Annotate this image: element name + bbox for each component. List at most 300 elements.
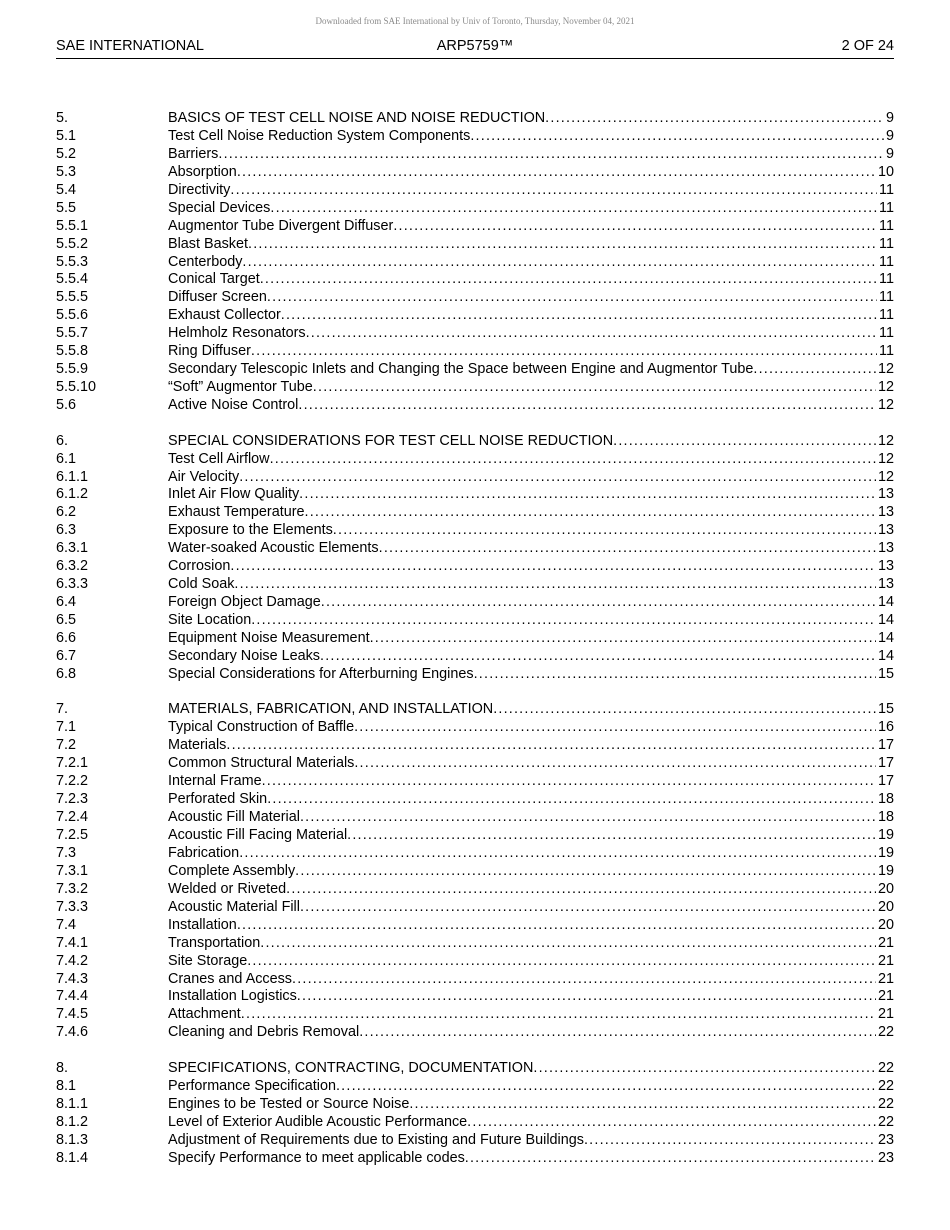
toc-entry-title: Installation Logistics	[168, 988, 297, 1005]
toc-entry-page: 17	[877, 737, 894, 754]
toc-entry-number: 5.1	[56, 127, 77, 144]
toc-entry-line	[168, 486, 894, 504]
toc-entry-page: 13	[877, 522, 894, 539]
toc-entry-number: 7.4.5	[56, 1006, 89, 1023]
toc-entry[interactable]	[56, 218, 894, 236]
toc-entry[interactable]	[56, 1060, 894, 1078]
toc-entry-page: 9	[885, 127, 894, 144]
toc-entry-number: 5.3	[56, 163, 77, 180]
toc-section	[56, 1060, 894, 1168]
toc-entry-title: Equipment Noise Measurement	[168, 629, 370, 646]
toc-entry-title: Special Considerations for Afterburning Engines	[168, 665, 474, 682]
toc-entry-page: 18	[877, 791, 894, 808]
toc-entry-line	[168, 361, 894, 379]
toc-entry-title: SPECIFICATIONS, CONTRACTING, DOCUMENTATION	[168, 1059, 534, 1076]
toc-entry-page: 20	[877, 898, 894, 915]
toc-entry-title: Foreign Object Damage	[168, 594, 321, 611]
toc-entry-page: 21	[877, 988, 894, 1005]
toc-dot-leader	[393, 218, 877, 236]
toc-entry-title: Typical Construction of Baffle	[168, 719, 355, 736]
toc-entry[interactable]	[56, 648, 894, 666]
toc-dot-leader	[239, 845, 876, 863]
toc-dot-leader	[241, 1006, 876, 1024]
toc-entry-title: Secondary Telescopic Inlets and Changing the Space between Engine and Augmentor Tube	[168, 361, 754, 378]
toc-entry-title: Test Cell Noise Reduction System Components	[168, 127, 471, 144]
toc-entry[interactable]	[56, 881, 894, 899]
toc-entry-number: 6.2	[56, 504, 77, 521]
toc-entry[interactable]	[56, 1132, 894, 1150]
toc-entry[interactable]	[56, 863, 894, 881]
toc-entry-title: Test Cell Airflow	[168, 450, 270, 467]
toc-dot-leader	[298, 397, 876, 415]
toc-entry-line	[168, 1096, 894, 1114]
toc-entry-page: 21	[877, 970, 894, 987]
toc-entry[interactable]	[56, 971, 894, 989]
toc-entry[interactable]	[56, 486, 894, 504]
toc-entry-page: 22	[877, 1077, 894, 1094]
toc-entry-title: Perforated Skin	[168, 791, 268, 808]
toc-dot-leader	[354, 719, 876, 737]
toc-entry-title: Fabrication	[168, 844, 240, 861]
toc-entry-page: 18	[877, 809, 894, 826]
toc-entry[interactable]	[56, 254, 894, 272]
toc-entry[interactable]	[56, 630, 894, 648]
toc-entry[interactable]	[56, 612, 894, 630]
toc-entry-page: 14	[877, 594, 894, 611]
toc-entry[interactable]	[56, 935, 894, 953]
toc-entry-line	[168, 540, 894, 558]
toc-entry-number: 8.1	[56, 1077, 77, 1094]
toc-entry-title: Transportation	[168, 934, 261, 951]
toc-entry-line	[168, 522, 894, 540]
toc-entry[interactable]	[56, 164, 894, 182]
toc-entry-number: 6.1	[56, 450, 77, 467]
toc-entry-title: Installation	[168, 916, 237, 933]
toc-dot-leader	[262, 773, 876, 791]
toc-dot-leader	[347, 827, 876, 845]
toc-entry-number: 8.1.4	[56, 1149, 89, 1166]
toc-dot-leader	[300, 809, 876, 827]
toc-entry-line	[168, 755, 894, 773]
toc-dot-leader	[267, 791, 876, 809]
toc-entry[interactable]	[56, 594, 894, 612]
toc-dot-leader	[248, 236, 877, 254]
toc-dot-leader	[267, 289, 877, 307]
toc-entry-title: Absorption	[168, 163, 237, 180]
toc-entry-number: 7.4.1	[56, 934, 89, 951]
toc-entry-line	[168, 737, 894, 755]
toc-entry-page: 11	[879, 343, 894, 360]
toc-entry-title: Helmholz Resonators	[168, 325, 306, 342]
toc-entry-title: Cleaning and Debris Removal	[168, 1024, 360, 1041]
toc-dot-leader	[305, 504, 876, 522]
toc-dot-leader	[354, 755, 876, 773]
toc-entry-page: 20	[877, 880, 894, 897]
toc-entry-number: 5.5.7	[56, 325, 89, 342]
toc-dot-leader	[409, 1096, 876, 1114]
toc-entry-title: Secondary Noise Leaks	[168, 647, 320, 664]
toc-entry-line	[168, 827, 894, 845]
toc-entry-line	[168, 1024, 894, 1042]
toc-dot-leader	[321, 594, 876, 612]
toc-entry-title: Augmentor Tube Divergent Diffuser	[168, 217, 394, 234]
toc-dot-leader	[306, 325, 877, 343]
toc-entry-title: Adjustment of Requirements due to Existing and Future Buildings	[168, 1131, 584, 1148]
toc-entry-title: Acoustic Fill Facing Material	[168, 827, 348, 843]
toc-entry[interactable]	[56, 307, 894, 325]
toc-entry-line	[168, 863, 894, 881]
toc-entry-number: 7.	[56, 701, 69, 718]
toc-entry-number: 5.5.8	[56, 343, 89, 360]
toc-entry-number: 7.3.1	[56, 862, 89, 879]
toc-entry-number: 7.2.5	[56, 827, 89, 843]
toc-entry-title: SPECIAL CONSIDERATIONS FOR TEST CELL NOISE REDUCTION	[168, 432, 614, 449]
toc-entry-number: 8.	[56, 1059, 69, 1076]
toc-entry[interactable]	[56, 397, 894, 415]
toc-entry[interactable]	[56, 540, 894, 558]
toc-dot-leader	[251, 343, 877, 361]
toc-entry-number: 6.7	[56, 647, 77, 664]
toc-entry[interactable]	[56, 576, 894, 594]
toc-entry-number: 7.4.3	[56, 970, 89, 987]
toc-entry-page: 16	[877, 719, 894, 736]
toc-entry-page: 22	[877, 1113, 894, 1130]
toc-entry-number: 7.4	[56, 916, 77, 933]
toc-dot-leader	[470, 128, 884, 146]
toc-dot-leader	[239, 469, 876, 487]
toc-entry-title: Exhaust Collector	[168, 307, 281, 324]
toc-entry-line	[168, 1114, 894, 1132]
toc-entry[interactable]	[56, 182, 894, 200]
toc-entry-title: Centerbody	[168, 253, 243, 270]
toc-entry-number: 7.2	[56, 737, 77, 754]
toc-entry[interactable]	[56, 1114, 894, 1132]
toc-entry[interactable]	[56, 1150, 894, 1168]
toc-entry-number: 7.2.1	[56, 755, 89, 772]
toc-entry[interactable]	[56, 953, 894, 971]
toc-entry[interactable]	[56, 200, 894, 218]
toc-entry[interactable]	[56, 469, 894, 487]
toc-dot-leader	[286, 881, 876, 899]
toc-entry[interactable]	[56, 361, 894, 379]
toc-dot-leader	[242, 254, 877, 272]
toc-entry[interactable]	[56, 1096, 894, 1114]
toc-dot-leader	[237, 917, 876, 935]
toc-entry[interactable]	[56, 773, 894, 791]
toc-dot-leader	[370, 630, 876, 648]
toc-entry-title: Common Structural Materials	[168, 755, 355, 772]
toc-entry[interactable]	[56, 737, 894, 755]
toc-entry-page: 12	[877, 379, 894, 396]
toc-entry-line	[168, 110, 894, 128]
toc-entry[interactable]	[56, 1006, 894, 1024]
toc-entry[interactable]	[56, 791, 894, 809]
toc-entry-page: 23	[877, 1149, 894, 1166]
toc-entry-line	[168, 469, 894, 487]
toc-dot-leader	[234, 576, 876, 594]
toc-entry-line	[168, 325, 894, 343]
toc-entry-line	[168, 1078, 894, 1096]
toc-entry-line	[168, 612, 894, 630]
header-publisher: SAE INTERNATIONAL	[56, 38, 204, 54]
toc-entry-title: Exhaust Temperature	[168, 504, 305, 521]
toc-entry[interactable]	[56, 146, 894, 164]
toc-entry[interactable]	[56, 827, 894, 845]
toc-entry-title: Engines to be Tested or Source Noise	[168, 1095, 410, 1112]
toc-dot-leader	[270, 451, 876, 469]
toc-entry-page: 11	[879, 289, 894, 306]
toc-dot-leader	[292, 971, 876, 989]
toc-entry-page: 13	[877, 486, 894, 503]
toc-entry-page: 19	[877, 844, 894, 861]
toc-entry-title: Barriers	[168, 145, 219, 162]
toc-entry-number: 6.1.2	[56, 486, 89, 503]
toc-entry[interactable]	[56, 379, 894, 397]
toc-entry-page: 11	[879, 235, 894, 252]
toc-entry-page: 14	[877, 647, 894, 664]
toc-entry-title: Acoustic Material Fill	[168, 898, 300, 915]
page-header	[56, 38, 894, 59]
toc-entry-line	[168, 397, 894, 415]
toc-entry-line	[168, 773, 894, 791]
toc-entry[interactable]	[56, 1078, 894, 1096]
toc-entry-title: Active Noise Control	[168, 397, 299, 413]
toc-entry-title: Specify Performance to meet applicable codes	[168, 1149, 465, 1166]
toc-entry-number: 7.1	[56, 719, 77, 736]
toc-entry[interactable]	[56, 755, 894, 773]
toc-entry-line	[168, 701, 894, 719]
toc-entry[interactable]	[56, 988, 894, 1006]
toc-dot-leader	[237, 164, 876, 182]
toc-dot-leader	[336, 1078, 876, 1096]
toc-entry-number: 7.2.2	[56, 773, 89, 790]
toc-entry-line	[168, 988, 894, 1006]
toc-entry-number: 6.8	[56, 665, 77, 682]
toc-entry-page: 12	[877, 450, 894, 467]
toc-entry[interactable]	[56, 666, 894, 684]
toc-entry-page: 19	[877, 827, 894, 843]
toc-entry-title: Water-soaked Acoustic Elements	[168, 540, 379, 557]
toc-dot-leader	[465, 1150, 876, 1168]
toc-entry-title: Ring Diffuser	[168, 343, 251, 360]
toc-entry-line	[168, 809, 894, 827]
toc-entry-page: 19	[877, 862, 894, 879]
toc-dot-leader	[533, 1060, 876, 1078]
download-watermark-note: Downloaded from SAE International by Univ of Toronto, Thursday, November 04, 2021	[315, 16, 635, 26]
toc-entry-page: 13	[877, 504, 894, 521]
toc-entry-title: Acoustic Fill Material	[168, 809, 300, 826]
toc-entry-line	[168, 558, 894, 576]
toc-dot-leader	[359, 1024, 876, 1042]
toc-entry-page: 22	[877, 1059, 894, 1076]
toc-dot-leader	[230, 558, 876, 576]
toc-dot-leader	[545, 110, 884, 128]
toc-entry-number: 5.5.4	[56, 271, 89, 288]
toc-entry[interactable]	[56, 917, 894, 935]
toc-entry-line	[168, 504, 894, 522]
toc-entry-line	[168, 307, 894, 325]
toc-entry-number: 7.3.3	[56, 898, 89, 915]
toc-entry-title: Site Storage	[168, 952, 248, 969]
toc-entry-line	[168, 236, 894, 254]
toc-dot-leader	[474, 666, 876, 684]
toc-entry[interactable]	[56, 128, 894, 146]
toc-entry-title: Materials	[168, 737, 227, 754]
toc-entry-line	[168, 433, 894, 451]
toc-entry-page: 21	[877, 1006, 894, 1023]
toc-entry-line	[168, 254, 894, 272]
toc-entry[interactable]	[56, 701, 894, 719]
toc-entry-page: 9	[885, 145, 894, 162]
toc-entry-number: 6.	[56, 432, 69, 449]
toc-entry[interactable]	[56, 325, 894, 343]
toc-entry-title: Conical Target	[168, 271, 260, 288]
toc-entry-page: 9	[885, 110, 894, 126]
toc-entry-line	[168, 289, 894, 307]
toc-entry-number: 7.4.2	[56, 952, 89, 969]
toc-dot-leader	[281, 307, 877, 325]
toc-entry-title: Diffuser Screen	[168, 289, 267, 306]
toc-entry-page: 11	[879, 217, 894, 234]
toc-entry-line	[168, 791, 894, 809]
toc-dot-leader	[270, 200, 877, 218]
toc-dot-leader	[320, 648, 876, 666]
toc-entry-title: Exposure to the Elements	[168, 522, 333, 539]
toc-entry-line	[168, 594, 894, 612]
toc-entry[interactable]	[56, 451, 894, 469]
toc-dot-leader	[493, 701, 876, 719]
toc-entry-line	[168, 271, 894, 289]
toc-entry[interactable]	[56, 433, 894, 451]
toc-dot-leader	[260, 271, 877, 289]
toc-entry-number: 6.1.1	[56, 468, 89, 485]
toc-dot-leader	[300, 899, 876, 917]
toc-entry-line	[168, 719, 894, 737]
toc-entry-number: 5.5.6	[56, 307, 89, 324]
toc-entry[interactable]	[56, 236, 894, 254]
toc-entry-number: 5.5.3	[56, 253, 89, 270]
toc-entry-page: 13	[877, 558, 894, 575]
toc-entry-line	[168, 576, 894, 594]
toc-section	[56, 433, 894, 684]
toc-entry[interactable]	[56, 504, 894, 522]
toc-entry-number: 6.3.1	[56, 540, 89, 557]
toc-dot-leader	[613, 433, 876, 451]
toc-entry-title: Internal Frame	[168, 773, 262, 790]
toc-dot-leader	[260, 935, 876, 953]
toc-entry-title: Special Devices	[168, 199, 271, 216]
toc-dot-leader	[295, 863, 876, 881]
toc-entry[interactable]	[56, 899, 894, 917]
toc-entry-title: Welded or Riveted	[168, 880, 287, 897]
toc-entry-number: 6.4	[56, 594, 77, 611]
toc-entry-number: 7.4.4	[56, 988, 89, 1005]
toc-entry-line	[168, 182, 894, 200]
toc-dot-leader	[313, 379, 876, 397]
toc-dot-leader	[247, 953, 876, 971]
toc-entry-line	[168, 1150, 894, 1168]
toc-entry-number: 5.2	[56, 145, 77, 162]
toc-entry-line	[168, 451, 894, 469]
toc-entry-line	[168, 917, 894, 935]
toc-entry-page: 22	[877, 1095, 894, 1112]
toc-entry-line	[168, 379, 894, 397]
toc-entry[interactable]	[56, 719, 894, 737]
toc-entry-page: 11	[879, 199, 894, 216]
toc-entry[interactable]	[56, 271, 894, 289]
toc-entry[interactable]	[56, 289, 894, 307]
toc-entry-title: Corrosion	[168, 558, 231, 575]
toc-entry-line	[168, 899, 894, 917]
toc-entry[interactable]	[56, 558, 894, 576]
toc-entry-number: 8.1.2	[56, 1113, 89, 1130]
toc-entry-number: 7.2.3	[56, 791, 89, 808]
toc-entry-number: 6.3	[56, 522, 77, 539]
toc-entry-line	[168, 218, 894, 236]
toc-entry-title: BASICS OF TEST CELL NOISE AND NOISE REDUCTION	[168, 110, 546, 126]
toc-entry-page: 15	[877, 665, 894, 682]
toc-entry-number: 5.5	[56, 199, 77, 216]
toc-entry-page: 14	[877, 612, 894, 628]
toc-entry-page: 10	[877, 163, 894, 180]
toc-entry-page: 13	[877, 576, 894, 593]
toc-entry-line	[168, 666, 894, 684]
toc-entry-number: 6.6	[56, 629, 77, 646]
toc-entry-number: 5.5.9	[56, 361, 89, 378]
toc-entry[interactable]	[56, 522, 894, 540]
toc-entry-line	[168, 343, 894, 361]
toc-entry[interactable]	[56, 809, 894, 827]
toc-entry-number: 5.5.1	[56, 217, 89, 234]
toc-entry-title: Complete Assembly	[168, 862, 296, 879]
header-document-id: ARP5759™	[436, 38, 514, 54]
toc-entry-number: 5.	[56, 110, 69, 126]
toc-entry-page: 14	[877, 629, 894, 646]
toc-entry-line	[168, 648, 894, 666]
toc-entry-number: 6.3.2	[56, 558, 89, 575]
toc-entry[interactable]	[56, 110, 894, 128]
toc-dot-leader	[379, 540, 876, 558]
toc-entry-line	[168, 1132, 894, 1150]
toc-entry[interactable]	[56, 343, 894, 361]
header-page-number: 2 OF 24	[841, 38, 894, 54]
toc-dot-leader	[297, 988, 876, 1006]
toc-entry-number: 6.5	[56, 612, 77, 628]
toc-entry[interactable]	[56, 1024, 894, 1042]
toc-entry-number: 5.5.5	[56, 289, 89, 306]
toc-entry-line	[168, 935, 894, 953]
toc-entry-page: 12	[877, 397, 894, 413]
toc-entry-page: 12	[877, 361, 894, 378]
toc-entry-title: Air Velocity	[168, 468, 240, 485]
toc-dot-leader	[218, 146, 884, 164]
toc-entry-line	[168, 971, 894, 989]
toc-entry-page: 20	[877, 916, 894, 933]
toc-entry-number: 5.6	[56, 397, 77, 413]
toc-entry[interactable]	[56, 845, 894, 863]
toc-section	[56, 110, 894, 415]
toc-entry-line	[168, 164, 894, 182]
toc-entry-line	[168, 881, 894, 899]
toc-entry-title: MATERIALS, FABRICATION, AND INSTALLATION	[168, 701, 494, 718]
toc-entry-page: 13	[877, 540, 894, 557]
toc-entry-page: 21	[877, 934, 894, 951]
toc-entry-page: 12	[877, 468, 894, 485]
toc-entry-number: 5.5.10	[56, 379, 97, 396]
toc-entry-line	[168, 630, 894, 648]
toc-entry-page: 17	[877, 755, 894, 772]
toc-entry-number: 5.5.2	[56, 235, 89, 252]
